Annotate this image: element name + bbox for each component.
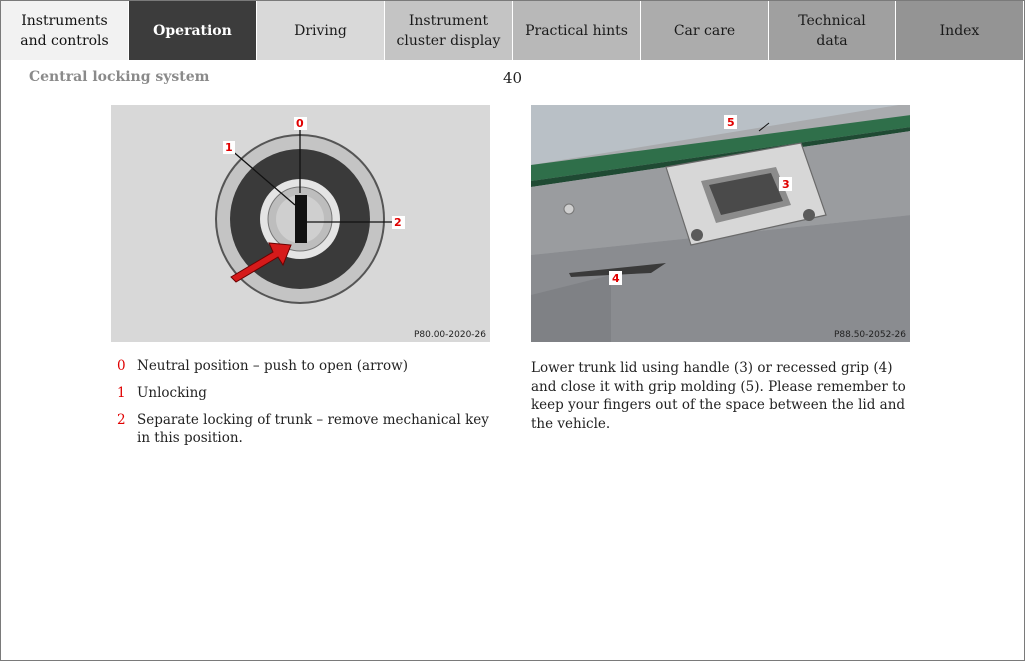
callout-2: 2 <box>394 216 402 229</box>
tab-technical-data[interactable]: Technical data <box>769 1 896 60</box>
callout-1: 1 <box>225 141 233 154</box>
tab-operation[interactable]: Operation <box>129 1 257 60</box>
trunk-lid-illustration <box>531 105 910 342</box>
figure-code: P88.50-2052-26 <box>833 330 906 340</box>
callout-5: 5 <box>727 116 735 129</box>
lock-cylinder-figure <box>111 105 490 342</box>
chapter-tabs <box>1 1 1023 60</box>
trunk-lid-figure <box>531 105 910 342</box>
trunk-instruction-text: Lower trunk lid using handle (3) or recessed grip (4) and close it with grip molding (5). Please remember to keep your fingers out of the space between the lid and the vehicle. <box>531 360 906 432</box>
tab-instruments-and-controls[interactable]: Instruments and controls <box>1 1 129 60</box>
position-number: 0 <box>117 358 126 374</box>
list-item <box>117 411 497 447</box>
tab-index[interactable]: Index <box>896 1 1023 60</box>
key-positions-list <box>117 357 497 456</box>
figure-code: P80.00-2020-26 <box>413 330 486 340</box>
position-number: 1 <box>117 385 126 401</box>
tab-car-care[interactable]: Car care <box>641 1 769 60</box>
callout-3: 3 <box>782 178 790 191</box>
callout-0: 0 <box>296 117 304 130</box>
position-text: Unlocking <box>137 385 207 401</box>
tab-instrument-cluster-display[interactable]: Instrument cluster display <box>385 1 513 60</box>
list-item <box>117 357 497 375</box>
page-number: 40 <box>503 69 523 87</box>
tab-driving[interactable]: Driving <box>257 1 385 60</box>
list-item <box>117 384 497 402</box>
position-text: Separate locking of trunk – remove mechanical key in this position. <box>137 412 489 446</box>
lock-cylinder-illustration <box>111 105 490 342</box>
position-number: 2 <box>117 412 126 428</box>
section-title: Central locking system <box>29 69 210 85</box>
position-text: Neutral position – push to open (arrow) <box>137 358 408 374</box>
callout-4: 4 <box>612 272 620 285</box>
tab-practical-hints[interactable]: Practical hints <box>513 1 641 60</box>
